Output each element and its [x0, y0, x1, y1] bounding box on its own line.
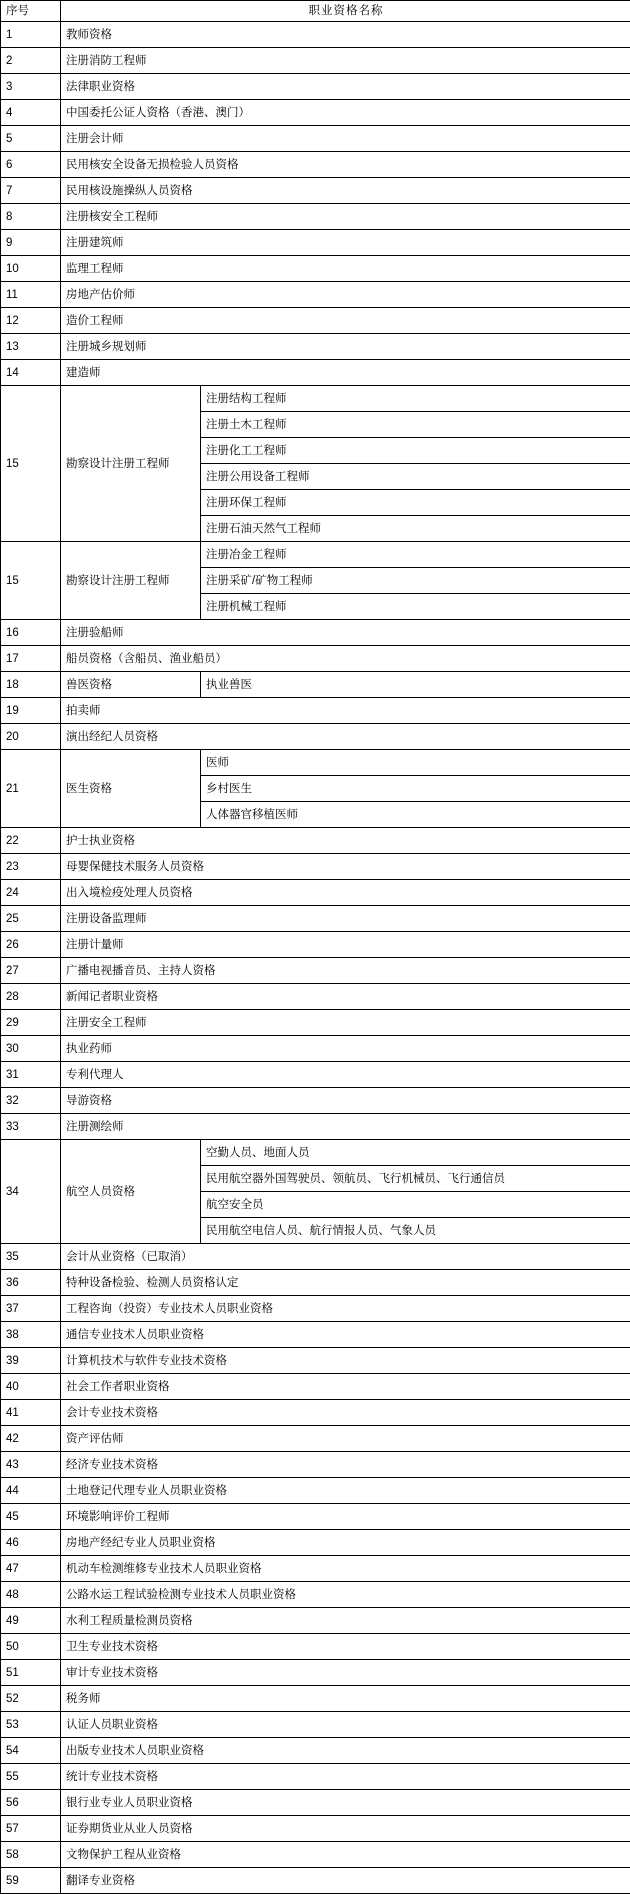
table-row	[1, 1114, 630, 1140]
table-row	[1, 906, 630, 932]
row-index-cell: 14	[1, 360, 61, 386]
table-row	[1, 1764, 630, 1790]
row-name-cell: 工程咨询（投资）专业技术人员职业资格	[61, 1296, 630, 1322]
row-name-cell: 水利工程质量检测员资格	[61, 1608, 630, 1634]
row-subitem-cell: 注册石油天然气工程师	[201, 516, 630, 542]
table-row	[1, 1686, 630, 1712]
row-name-cell: 民用核安全设备无损检验人员资格	[61, 152, 630, 178]
row-index-cell: 57	[1, 1816, 61, 1842]
row-index-cell: 52	[1, 1686, 61, 1712]
row-index-cell: 16	[1, 620, 61, 646]
row-name-cell: 建造师	[61, 360, 630, 386]
row-subitem-cell: 注册环保工程师	[201, 490, 630, 516]
row-index-cell: 9	[1, 230, 61, 256]
row-name-cell: 航空人员资格	[61, 1140, 201, 1244]
row-index-cell: 38	[1, 1322, 61, 1348]
table-row	[1, 1348, 630, 1374]
table-body	[1, 22, 630, 1894]
row-index-cell: 22	[1, 828, 61, 854]
table-row	[1, 1140, 630, 1166]
table-row	[1, 282, 630, 308]
row-index-cell: 30	[1, 1036, 61, 1062]
row-name-cell: 注册建筑师	[61, 230, 630, 256]
table-row	[1, 308, 630, 334]
row-index-cell: 1	[1, 22, 61, 48]
row-subitem-cell: 民用航空电信人员、航行情报人员、气象人员	[201, 1218, 630, 1244]
row-index-cell: 19	[1, 698, 61, 724]
row-index-cell: 32	[1, 1088, 61, 1114]
row-index-cell: 15	[1, 386, 61, 542]
row-index-cell: 10	[1, 256, 61, 282]
row-index-cell: 39	[1, 1348, 61, 1374]
row-name-cell: 注册计量师	[61, 932, 630, 958]
row-name-cell: 演出经纪人员资格	[61, 724, 630, 750]
table-row	[1, 1244, 630, 1270]
table-row	[1, 1816, 630, 1842]
row-name-cell: 教师资格	[61, 22, 630, 48]
row-subitem-cell: 注册结构工程师	[201, 386, 630, 412]
row-name-cell: 通信专业技术人员职业资格	[61, 1322, 630, 1348]
table-row	[1, 620, 630, 646]
row-index-cell: 13	[1, 334, 61, 360]
row-subitem-cell: 注册采矿/矿物工程师	[201, 568, 630, 594]
table-row	[1, 1296, 630, 1322]
row-index-cell: 56	[1, 1790, 61, 1816]
table-row	[1, 646, 630, 672]
row-name-cell: 注册城乡规划师	[61, 334, 630, 360]
row-name-cell: 勘察设计注册工程师	[61, 542, 201, 620]
table-row	[1, 1530, 630, 1556]
column-header-index: 序号	[1, 1, 61, 22]
row-name-cell: 会计从业资格（已取消）	[61, 1244, 630, 1270]
table-row	[1, 1478, 630, 1504]
table-row	[1, 1062, 630, 1088]
row-name-cell: 造价工程师	[61, 308, 630, 334]
row-name-cell: 新闻记者职业资格	[61, 984, 630, 1010]
row-name-cell: 注册消防工程师	[61, 48, 630, 74]
row-name-cell: 特种设备检验、检测人员资格认定	[61, 1270, 630, 1296]
row-index-cell: 50	[1, 1634, 61, 1660]
table-row	[1, 126, 630, 152]
row-name-cell: 广播电视播音员、主持人资格	[61, 958, 630, 984]
table-row	[1, 1400, 630, 1426]
table-row	[1, 100, 630, 126]
row-name-cell: 经济专业技术资格	[61, 1452, 630, 1478]
row-index-cell: 21	[1, 750, 61, 828]
row-index-cell: 29	[1, 1010, 61, 1036]
row-name-cell: 监理工程师	[61, 256, 630, 282]
row-name-cell: 专利代理人	[61, 1062, 630, 1088]
table-row	[1, 672, 630, 698]
row-subitem-cell: 航空安全员	[201, 1192, 630, 1218]
row-index-cell: 8	[1, 204, 61, 230]
table-row	[1, 230, 630, 256]
row-subitem-cell: 医师	[201, 750, 630, 776]
row-index-cell: 28	[1, 984, 61, 1010]
row-name-cell: 注册核安全工程师	[61, 204, 630, 230]
row-index-cell: 6	[1, 152, 61, 178]
row-index-cell: 35	[1, 1244, 61, 1270]
row-name-cell: 认证人员职业资格	[61, 1712, 630, 1738]
row-name-cell: 审计专业技术资格	[61, 1660, 630, 1686]
row-index-cell: 34	[1, 1140, 61, 1244]
row-name-cell: 母婴保健技术服务人员资格	[61, 854, 630, 880]
row-name-cell: 公路水运工程试验检测专业技术人员职业资格	[61, 1582, 630, 1608]
table-row	[1, 828, 630, 854]
row-index-cell: 44	[1, 1478, 61, 1504]
row-index-cell: 37	[1, 1296, 61, 1322]
row-name-cell: 拍卖师	[61, 698, 630, 724]
row-subitem-cell: 注册机械工程师	[201, 594, 630, 620]
row-index-cell: 25	[1, 906, 61, 932]
row-index-cell: 27	[1, 958, 61, 984]
row-name-cell: 注册设备监理师	[61, 906, 630, 932]
table-header-row	[1, 1, 630, 22]
row-index-cell: 2	[1, 48, 61, 74]
table-row	[1, 1452, 630, 1478]
row-index-cell: 20	[1, 724, 61, 750]
table-row	[1, 542, 630, 568]
table-row	[1, 1010, 630, 1036]
row-subitem-cell: 人体器官移植医师	[201, 802, 630, 828]
row-name-cell: 出版专业技术人员职业资格	[61, 1738, 630, 1764]
row-name-cell: 银行业专业人员职业资格	[61, 1790, 630, 1816]
row-index-cell: 45	[1, 1504, 61, 1530]
row-name-cell: 房地产估价师	[61, 282, 630, 308]
row-name-cell: 医生资格	[61, 750, 201, 828]
table-row	[1, 1634, 630, 1660]
table-row	[1, 1374, 630, 1400]
row-subitem-cell: 空勤人员、地面人员	[201, 1140, 630, 1166]
row-name-cell: 出入境检疫处理人员资格	[61, 880, 630, 906]
row-index-cell: 42	[1, 1426, 61, 1452]
row-name-cell: 法律职业资格	[61, 74, 630, 100]
row-index-cell: 3	[1, 74, 61, 100]
table-row	[1, 74, 630, 100]
row-subitem-cell: 注册冶金工程师	[201, 542, 630, 568]
row-index-cell: 11	[1, 282, 61, 308]
row-index-cell: 17	[1, 646, 61, 672]
table-row	[1, 204, 630, 230]
row-name-cell: 勘察设计注册工程师	[61, 386, 201, 542]
row-index-cell: 7	[1, 178, 61, 204]
row-name-cell: 注册测绘师	[61, 1114, 630, 1140]
row-index-cell: 46	[1, 1530, 61, 1556]
table-row	[1, 724, 630, 750]
table-row	[1, 334, 630, 360]
row-name-cell: 民用核设施操纵人员资格	[61, 178, 630, 204]
row-index-cell: 4	[1, 100, 61, 126]
table-row	[1, 1556, 630, 1582]
table-row	[1, 1322, 630, 1348]
row-index-cell: 12	[1, 308, 61, 334]
table-row	[1, 360, 630, 386]
row-subitem-cell: 乡村医生	[201, 776, 630, 802]
table-row	[1, 1790, 630, 1816]
table-row	[1, 984, 630, 1010]
table-row	[1, 152, 630, 178]
row-index-cell: 54	[1, 1738, 61, 1764]
row-name-cell: 导游资格	[61, 1088, 630, 1114]
row-index-cell: 26	[1, 932, 61, 958]
row-name-cell: 护士执业资格	[61, 828, 630, 854]
row-index-cell: 40	[1, 1374, 61, 1400]
table-row	[1, 880, 630, 906]
row-name-cell: 翻译专业资格	[61, 1868, 630, 1894]
row-subitem-cell: 注册土木工程师	[201, 412, 630, 438]
table-row	[1, 22, 630, 48]
row-name-cell: 会计专业技术资格	[61, 1400, 630, 1426]
table-row	[1, 958, 630, 984]
table-row	[1, 256, 630, 282]
row-index-cell: 36	[1, 1270, 61, 1296]
row-name-cell: 中国委托公证人资格（香港、澳门）	[61, 100, 630, 126]
row-name-cell: 兽医资格	[61, 672, 201, 698]
table-row	[1, 386, 630, 412]
row-index-cell: 48	[1, 1582, 61, 1608]
table-row	[1, 1036, 630, 1062]
table-row	[1, 1582, 630, 1608]
table-row	[1, 48, 630, 74]
row-index-cell: 53	[1, 1712, 61, 1738]
row-index-cell: 18	[1, 672, 61, 698]
row-name-cell: 证券期货业从业人员资格	[61, 1816, 630, 1842]
row-index-cell: 5	[1, 126, 61, 152]
row-name-cell: 环境影响评价工程师	[61, 1504, 630, 1530]
row-index-cell: 24	[1, 880, 61, 906]
row-name-cell: 文物保护工程从业资格	[61, 1842, 630, 1868]
table-row	[1, 750, 630, 776]
table-row	[1, 698, 630, 724]
row-name-cell: 注册安全工程师	[61, 1010, 630, 1036]
column-header-name: 职业资格名称	[61, 1, 630, 22]
row-name-cell: 注册验船师	[61, 620, 630, 646]
row-name-cell: 土地登记代理专业人员职业资格	[61, 1478, 630, 1504]
table-row	[1, 1426, 630, 1452]
row-name-cell: 机动车检测维修专业技术人员职业资格	[61, 1556, 630, 1582]
table-row	[1, 1088, 630, 1114]
row-index-cell: 23	[1, 854, 61, 880]
table-row	[1, 1608, 630, 1634]
row-index-cell: 15	[1, 542, 61, 620]
table-row	[1, 1504, 630, 1530]
row-index-cell: 33	[1, 1114, 61, 1140]
table-row	[1, 1842, 630, 1868]
row-name-cell: 注册会计师	[61, 126, 630, 152]
row-subitem-cell: 执业兽医	[201, 672, 630, 698]
row-index-cell: 41	[1, 1400, 61, 1426]
row-index-cell: 51	[1, 1660, 61, 1686]
table-row	[1, 1712, 630, 1738]
row-name-cell: 执业药师	[61, 1036, 630, 1062]
row-index-cell: 55	[1, 1764, 61, 1790]
table-row	[1, 1660, 630, 1686]
row-subitem-cell: 注册化工工程师	[201, 438, 630, 464]
row-name-cell: 计算机技术与软件专业技术资格	[61, 1348, 630, 1374]
row-index-cell: 47	[1, 1556, 61, 1582]
row-name-cell: 船员资格（含船员、渔业船员）	[61, 646, 630, 672]
table-row	[1, 178, 630, 204]
row-name-cell: 社会工作者职业资格	[61, 1374, 630, 1400]
row-name-cell: 税务师	[61, 1686, 630, 1712]
table-header	[1, 1, 630, 22]
row-index-cell: 59	[1, 1868, 61, 1894]
row-index-cell: 31	[1, 1062, 61, 1088]
row-name-cell: 统计专业技术资格	[61, 1764, 630, 1790]
row-index-cell: 43	[1, 1452, 61, 1478]
table-row	[1, 1868, 630, 1894]
table-row	[1, 932, 630, 958]
row-name-cell: 卫生专业技术资格	[61, 1634, 630, 1660]
table-row	[1, 854, 630, 880]
row-name-cell: 资产评估师	[61, 1426, 630, 1452]
row-name-cell: 房地产经纪专业人员职业资格	[61, 1530, 630, 1556]
table-row	[1, 1270, 630, 1296]
row-index-cell: 49	[1, 1608, 61, 1634]
row-subitem-cell: 注册公用设备工程师	[201, 464, 630, 490]
table-row	[1, 1738, 630, 1764]
row-index-cell: 58	[1, 1842, 61, 1868]
row-subitem-cell: 民用航空器外国驾驶员、领航员、飞行机械员、飞行通信员	[201, 1166, 630, 1192]
